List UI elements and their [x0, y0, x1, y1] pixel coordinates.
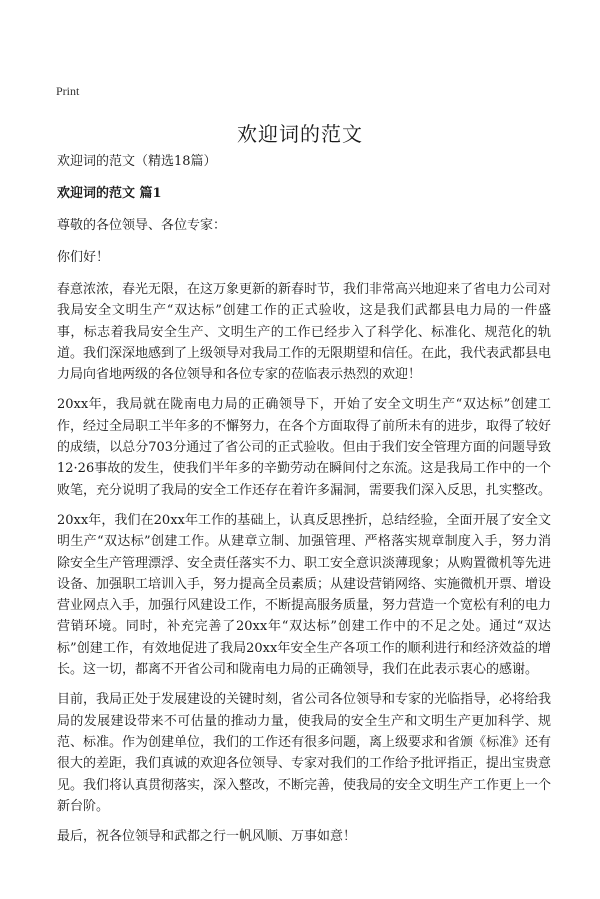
document-subtitle: 欢迎词的范文（精选18篇） [57, 154, 217, 169]
document-body [57, 151, 551, 856]
section-heading: 欢迎词的范文 篇1 [57, 186, 162, 201]
paragraph-welcome: 春意浓浓，春光无限，在这万象更新的新春时节，我们非常高兴地迎来了省电力公司对我局安全文明生产“双达标”创建工作的正式验收，这是我们武都县电力局的一件盛事，标志着我局安全生产、文明生产的工作已经步入了科学化、标准化、规范化的轨道。我们深深地感到了上级领导对我局工作的无限期望和信任。在此，我代表武都县电力局向省地两级的各位领导和各位专家的莅临表示热烈的欢迎！ [57, 282, 552, 383]
paragraph-current-year: 20xx年，我们在20xx年工作的基础上，认真反思挫折，总结经验，全面开展了安全文明生产“双达标”创建工作。从建章立制、加强管理、严格落实规章制度入手，努力消除安全生产管理漂浮、安全责任落实不力、职工安全意识淡薄现象；从购置微机等先进设备、加强职工培训入手，努力提高全员素质；从建设营销网络、实施微机开票、增设营业网点入手，加强行风建设工作，不断提高服务质量，努力营造一个宽松有利的电力营销环境。同时，补充完善了20xx年“双达标”创建工作中的不足之处。通过“双达标”创建工作，有效地促进了我局20xx年安全生产各项工作的顺利进行和经济效益的增长。这一切，都离不开省公司和陇南电力局的正确领导，我们在此表示衷心的感谢。 [57, 512, 552, 678]
paragraph-outlook: 目前，我局正处于发展建设的关键时刻，省公司各位领导和专家的光临指导，必将给我局的发展建设带来不可估量的推动力量，使我局的安全生产和文明生产更加科学、规范、标准。作为创建单位，我们的工作还有很多问题，离上级要求和省颁《标准》还有很大的差距，我们真诚的欢迎各位领导、专家对我们的工作给予批评指正，提出宝贵意见。我们将认真贯彻落实，深入整改，不断完善，使我局的安全文明生产工作更上一个新台阶。 [57, 692, 552, 814]
paragraph-closing: 最后，祝各位领导和武都之行一帆风顺、万事如意！ [57, 829, 357, 845]
salutation: 尊敬的各位领导、各位专家： [57, 218, 227, 233]
greeting: 你们好！ [57, 250, 110, 265]
print-label[interactable]: Print [56, 84, 80, 98]
paragraph-previous-year: 20xx年，我局就在陇南电力局的正确领导下，开始了安全文明生产“双达标”创建工作，经过全局职工半年多的不懈努力，在各个方面取得了前所未有的进步，取得了较好的成绩，以总分703分通过了省公司的正式验收。但由于我们安全管理方面的问题导致12·26事故的发生，使我们半年多的辛勤劳动在瞬间付之东流。这是我局工作中的一个败笔，充分说明了我局的安全工作还存在着许多漏洞，需要我们深入反思，扎实整改。 [57, 397, 552, 498]
page-title: 欢迎词的范文 [237, 122, 363, 146]
